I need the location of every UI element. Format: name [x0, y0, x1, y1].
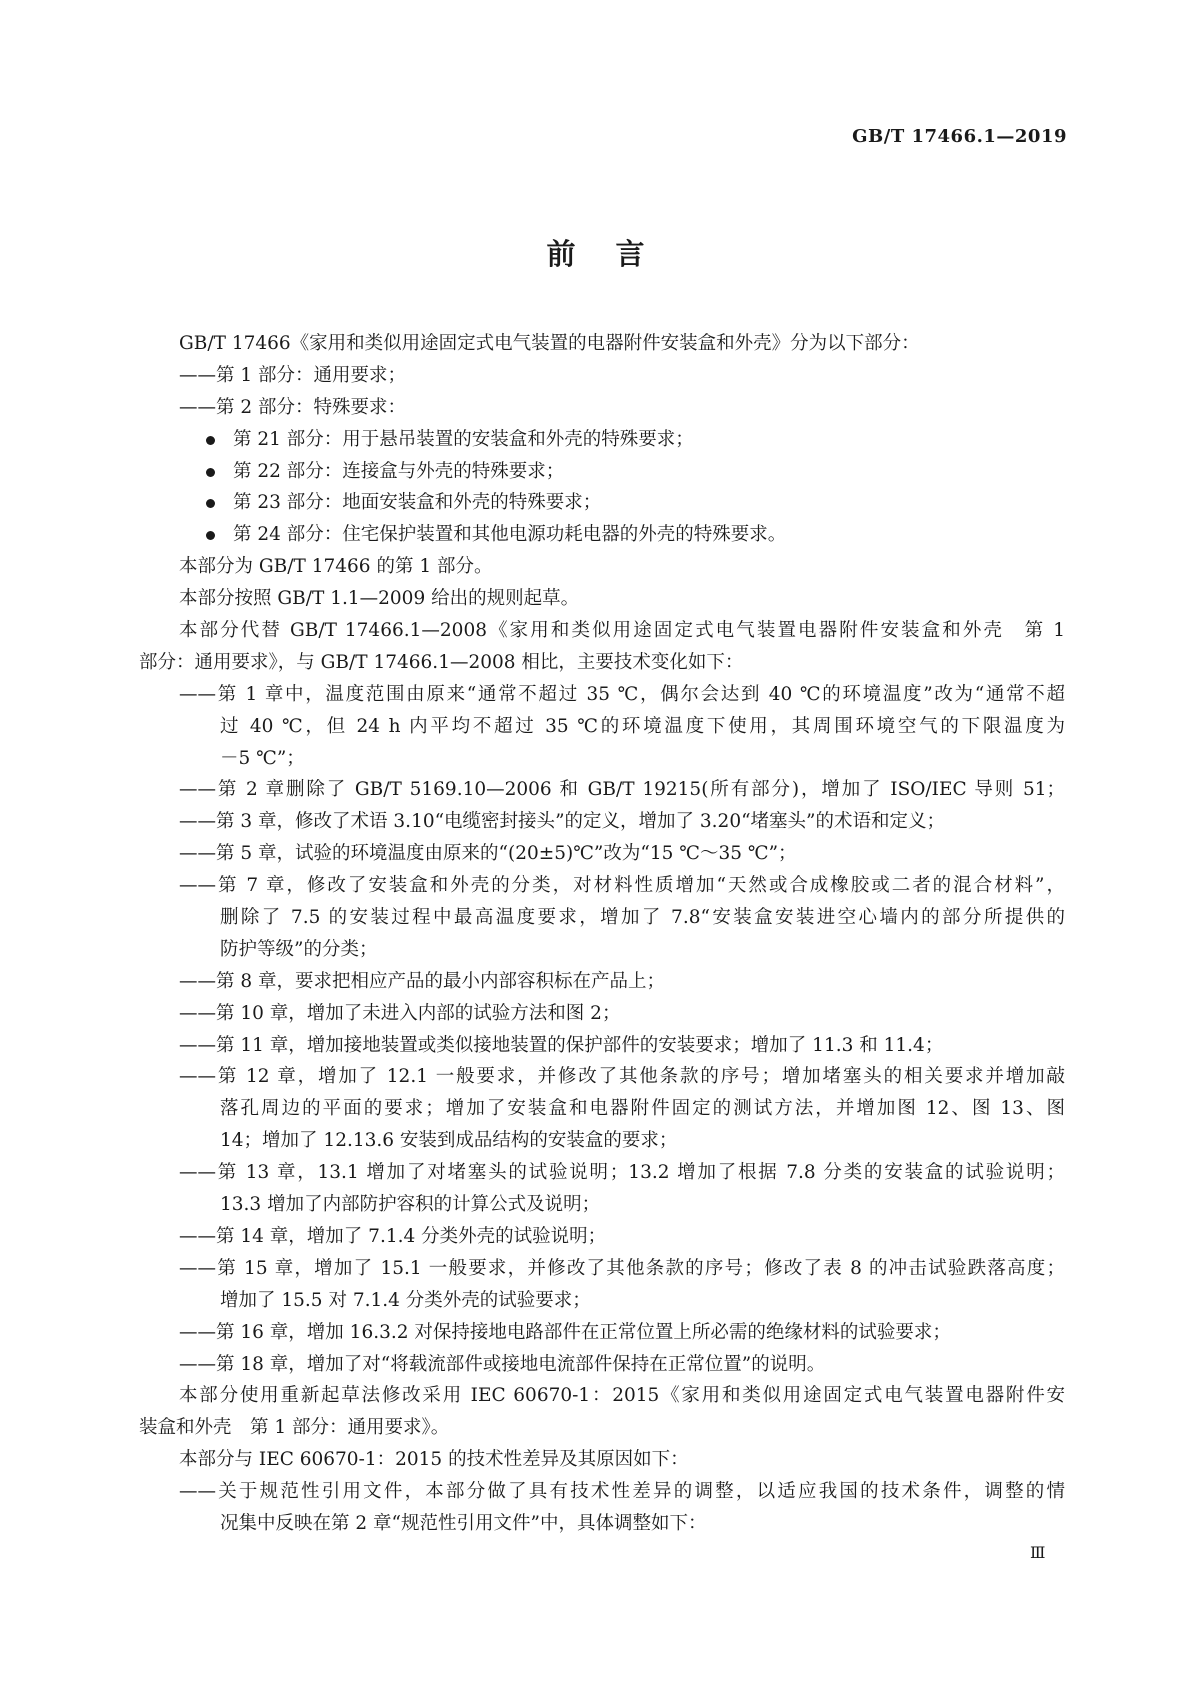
- bullet-item: [139, 487, 1065, 519]
- dash-item-continuation: 况集中反映在第 2 章“规范性引用文件”中，具体调整如下：: [220, 1512, 707, 1534]
- bullet-text: 第 24 部分：住宅保护装置和其他电源功耗电器的外壳的特殊要求。: [233, 524, 787, 546]
- paragraph-line: 本部分与 IEC 60670-1：2015 的技术性差异及其原因如下：: [179, 1449, 689, 1471]
- paragraph-line: 部分：通用要求》，与 GB/T 17466.1—2008 相比，主要技术变化如下：: [139, 651, 744, 673]
- dash-item: ——第 14 章，增加了 7.1.4 分类外壳的试验说明；: [179, 1225, 607, 1247]
- dash-item-continuation: 13.3 增加了内部防护容积的计算公式及说明；: [220, 1194, 601, 1216]
- bullet-icon: [206, 468, 215, 477]
- dash-item: ——第 10 章，增加了未进入内部的试验方法和图 2；: [179, 1002, 621, 1024]
- paragraph-line: 本部分按照 GB/T 1.1—2009 给出的规则起草。: [179, 588, 580, 610]
- dash-item-continuation: 删除了 7.5 的安装过程中最高温度要求，增加了 7.8“安装盒安装进空心墙内的部分所提供的: [220, 907, 1065, 929]
- dash-item-continuation: 落孔周边的平面的要求；增加了安装盒和电器附件固定的测试方法，并增加图 12、图 13、图: [220, 1098, 1065, 1120]
- dash-item-continuation: 过 40 ℃，但 24 h 内平均不超过 35 ℃的环境温度下使用，其周围环境空气的下限温度为: [220, 715, 1065, 737]
- page-number: Ⅲ: [1030, 1543, 1046, 1562]
- bullet-item: [139, 519, 1065, 551]
- dash-item: ——第 3 章，修改了术语 3.10“电缆密封接头”的定义，增加了 3.20“堵塞头”的术语和定义；: [179, 811, 946, 833]
- dash-item-continuation: 防护等级”的分类；: [220, 938, 378, 960]
- bullet-icon: [206, 436, 215, 445]
- dash-item: ——第 7 章，修改了安装盒和外壳的分类，对材料性质增加“天然或合成橡胶或二者的混合材料”，: [179, 875, 1065, 897]
- paragraph-line: GB/T 17466《家用和类似用途固定式电气装置的电器附件安装盒和外壳》分为以下部分：: [179, 333, 920, 354]
- foreword-body: [139, 328, 1065, 1540]
- dash-item-continuation: 14；增加了 12.13.6 安装到成品结构的安装盒的要求；: [220, 1130, 678, 1152]
- bullet-item: [139, 424, 1065, 456]
- dash-item: ——第 2 部分：特殊要求：: [179, 396, 407, 418]
- dash-item: ——第 5 章，试验的环境温度由原来的“(20±5)℃”改为“15 ℃～35 ℃”；: [179, 843, 797, 865]
- dash-item: ——第 15 章，增加了 15.1 一般要求，并修改了其他条款的序号；修改了表 8 的冲击试验跌落高度；: [179, 1257, 1065, 1279]
- dash-item: ——第 16 章，增加 16.3.2 对保持接地电路部件在正常位置上所必需的绝缘材料的试验要求；: [179, 1321, 951, 1343]
- bullet-text: 第 22 部分：连接盒与外壳的特殊要求；: [233, 460, 565, 482]
- dash-item-continuation: －5 ℃”；: [220, 747, 305, 769]
- bullet-item: [139, 456, 1065, 488]
- dash-item: ——第 8 章，要求把相应产品的最小内部容积标在产品上；: [179, 970, 666, 992]
- dash-item: ——关于规范性引用文件，本部分做了具有技术性差异的调整，以适应我国的技术条件，调整的情: [179, 1481, 1065, 1503]
- paragraph-line: 本部分代替 GB/T 17466.1—2008《家用和类似用途固定式电气装置电器附件安装盒和外壳 第 1: [179, 620, 1065, 642]
- dash-item-continuation: 增加了 15.5 对 7.1.4 分类外壳的试验要求；: [220, 1289, 591, 1311]
- dash-item: ——第 11 章，增加接地装置或类似接地装置的保护部件的安装要求；增加了 11.3 和 11.4；: [179, 1034, 944, 1056]
- dash-item: ——第 18 章，增加了对“将载流部件或接地电流部件保持在正常位置”的说明。: [179, 1353, 826, 1375]
- dash-item: ——第 1 章中，温度范围由原来“通常不超过 35 ℃，偶尔会达到 40 ℃的环境温度”改为“通常不超: [179, 683, 1065, 705]
- paragraph-line: 本部分使用重新起草法修改采用 IEC 60670-1：2015《家用和类似用途固定式电气装置电器附件安: [179, 1385, 1065, 1407]
- bullet-text: 第 21 部分：用于悬吊装置的安装盒和外壳的特殊要求；: [233, 428, 694, 450]
- dash-item: ——第 2 章删除了 GB/T 5169.10—2006 和 GB/T 19215(所有部分)，增加了 ISO/IEC 导则 51；: [179, 779, 1065, 801]
- page-title: 前言: [546, 237, 685, 271]
- dash-item: ——第 12 章，增加了 12.1 一般要求，并修改了其他条款的序号；增加堵塞头的相关要求并增加敲: [179, 1066, 1065, 1088]
- dash-item: ——第 1 部分：通用要求；: [179, 364, 407, 386]
- bullet-text: 第 23 部分：地面安装盒和外壳的特殊要求；: [233, 492, 602, 514]
- document-number-header: GB/T 17466.1—2019: [852, 126, 1067, 147]
- paragraph-line: 装盒和外壳 第 1 部分：通用要求》。: [139, 1417, 450, 1439]
- paragraph-line: 本部分为 GB/T 17466 的第 1 部分。: [179, 556, 493, 578]
- dash-item: ——第 13 章，13.1 增加了对堵塞头的试验说明；13.2 增加了根据 7.8 分类的安装盒的试验说明；: [179, 1162, 1065, 1184]
